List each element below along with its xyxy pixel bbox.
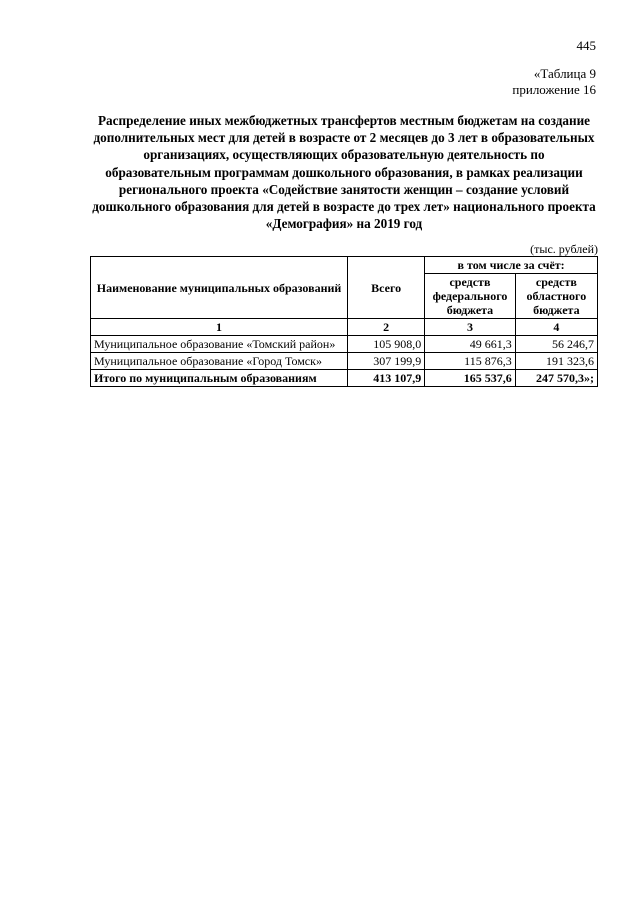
table-row	[91, 353, 598, 370]
row-regional: 191 323,6	[515, 353, 597, 370]
total-row	[91, 370, 598, 387]
header-federal: средств федерального бюджета	[425, 274, 515, 319]
total-sum: 413 107,9	[348, 370, 425, 387]
table-reference-line-1: «Таблица 9	[533, 66, 596, 81]
column-number: 4	[515, 319, 597, 336]
header-total: Всего	[348, 257, 425, 319]
total-name: Итого по муниципальным образованиям	[91, 370, 348, 387]
header-regional: средств областного бюджета	[515, 274, 597, 319]
column-number: 1	[91, 319, 348, 336]
table-reference-line-2: приложение 16	[512, 82, 596, 97]
units-label: (тыс. рублей)	[530, 242, 598, 256]
table-reference	[512, 66, 596, 98]
total-federal: 165 537,6	[425, 370, 515, 387]
transfers-table	[90, 256, 598, 387]
page-number: 445	[576, 38, 596, 53]
row-name: Муниципальное образование «Город Томск»	[91, 353, 348, 370]
document-title: Распределение иных межбюджетных трансфертов местным бюджетам на создание дополнительных мест для детей в возрасте от 2 месяцев до 3 лет в образовательных организациях, осуществляющих образовательную деятельность по образовательным программам дошкольного образования, в рамках реализации регионального проекта «Содействие занятости женщин – создание условий дошкольного образования для детей в возрасте до трех лет» национального проекта «Демография» на 2019 год	[92, 113, 596, 232]
row-total: 307 199,9	[348, 353, 425, 370]
header-group: в том числе за счёт:	[425, 257, 598, 274]
row-federal: 115 876,3	[425, 353, 515, 370]
header-name: Наименование муниципальных образований	[91, 257, 348, 319]
column-number: 3	[425, 319, 515, 336]
table-row	[91, 336, 598, 353]
column-number-row	[91, 319, 598, 336]
row-total: 105 908,0	[348, 336, 425, 353]
column-number: 2	[348, 319, 425, 336]
header-row-1	[91, 257, 598, 274]
row-federal: 49 661,3	[425, 336, 515, 353]
row-regional: 56 246,7	[515, 336, 597, 353]
total-regional: 247 570,3»;	[515, 370, 597, 387]
row-name: Муниципальное образование «Томский район»	[91, 336, 348, 353]
